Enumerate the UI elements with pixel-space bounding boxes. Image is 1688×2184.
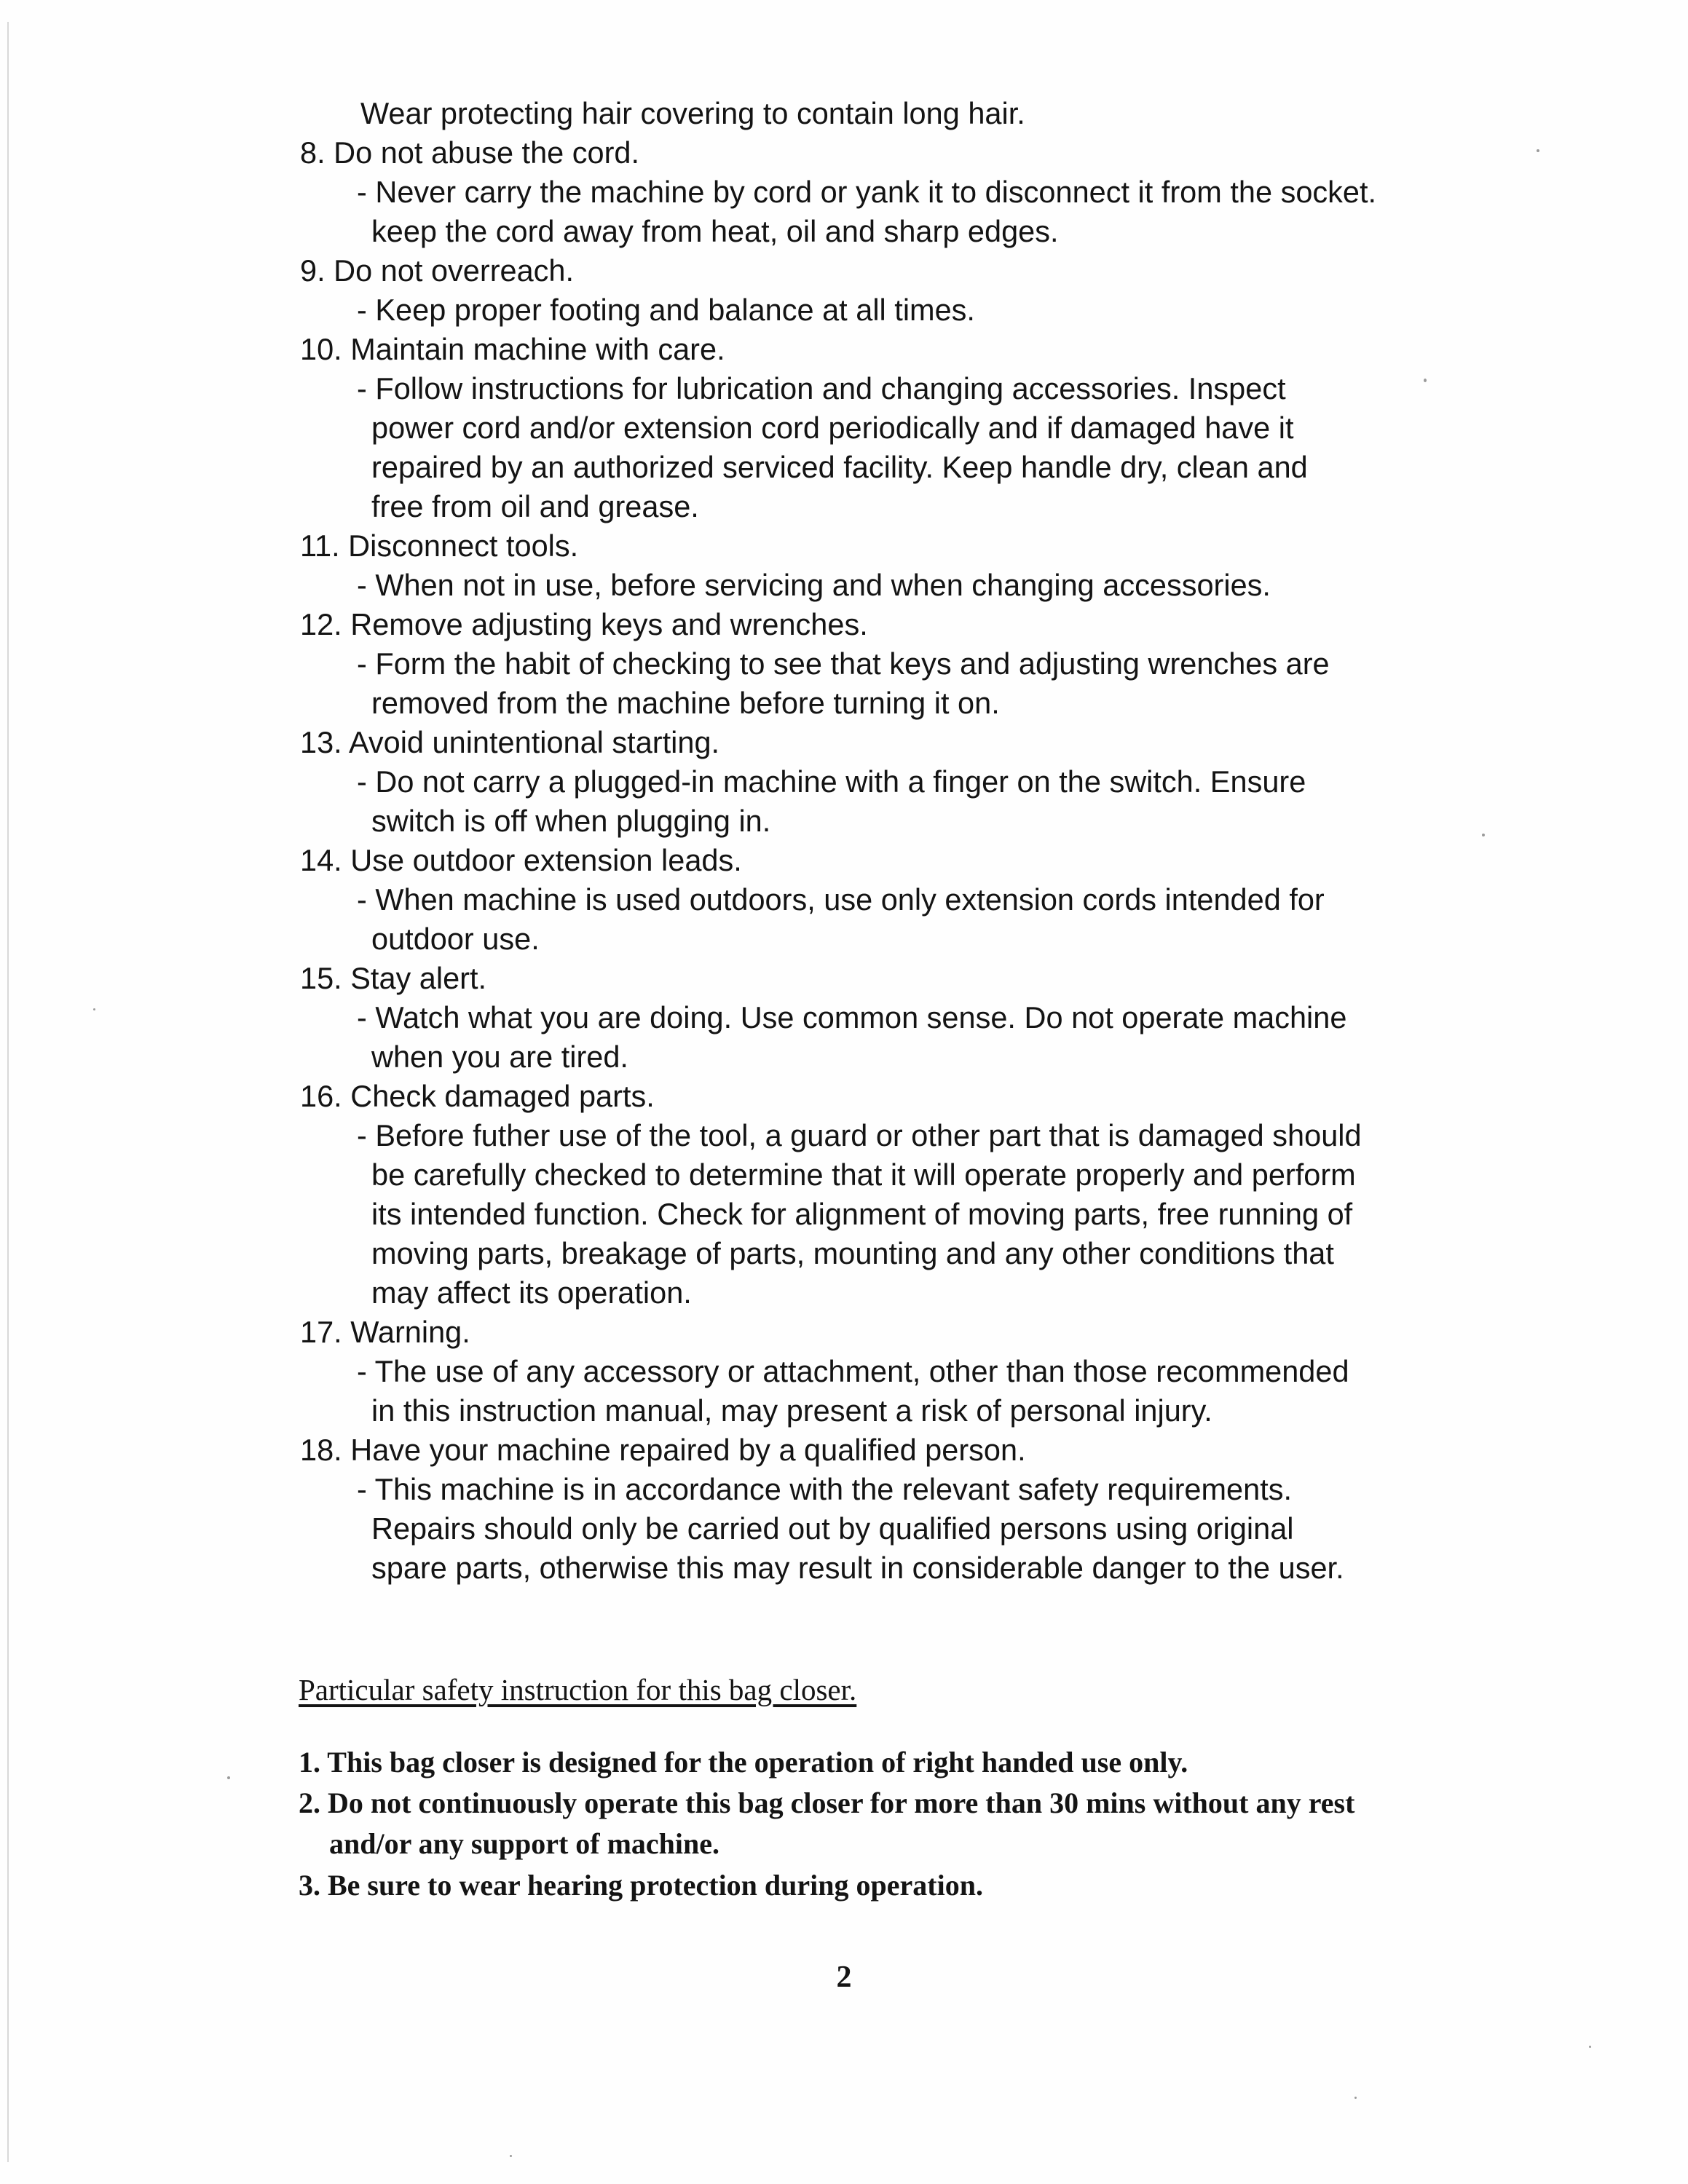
instruction-item: 2. Do not continuously operate this bag closer for more than 30 mins without any rest [299, 1787, 1355, 1819]
rule-detail: - The use of any accessory or attachment, other than those recommended [357, 1354, 1349, 1388]
page-number: 2 [836, 1961, 852, 1994]
rule-detail: switch is off when plugging in. [371, 804, 771, 838]
rule-detail: - When machine is used outdoors, use only extension cords intended for [357, 882, 1325, 917]
section-title: Particular safety instruction for this bag closer. [299, 1673, 857, 1706]
rule-heading: 8. Do not abuse the cord. [300, 135, 640, 170]
instruction-item-continued: and/or any support of machine. [329, 1827, 720, 1860]
rule-detail: spare parts, otherwise this may result in considerable danger to the user. [371, 1551, 1344, 1585]
rule-heading: 12. Remove adjusting keys and wrenches. [300, 607, 868, 641]
rule-detail: - Do not carry a plugged-in machine with a finger on the switch. Ensure [357, 764, 1306, 799]
rule-detail: when you are tired. [371, 1040, 628, 1074]
rule-detail: moving parts, breakage of parts, mounting and any other conditions that [371, 1236, 1334, 1270]
scan-speck [1424, 379, 1427, 382]
rule-detail: - Before futher use of the tool, a guard or other part that is damaged should [357, 1118, 1362, 1152]
rule-heading: 13. Avoid unintentional starting. [300, 725, 720, 759]
scan-speck [1482, 834, 1485, 836]
rule-heading: 17. Warning. [300, 1315, 470, 1349]
rule-detail: may affect its operation. [371, 1275, 692, 1310]
rule-heading: 10. Maintain machine with care. [300, 332, 725, 366]
rule-heading: 16. Check damaged parts. [300, 1079, 655, 1113]
rule-heading: 14. Use outdoor extension leads. [300, 843, 742, 877]
rule-detail: free from oil and grease. [371, 489, 699, 523]
rule-detail: - Form the habit of checking to see that keys and adjusting wrenches are [357, 646, 1330, 681]
rule-detail: be carefully checked to determine that it will operate properly and perform [371, 1158, 1356, 1192]
instruction-item: 1. This bag closer is designed for the operation of right handed use only. [299, 1746, 1188, 1779]
rule-heading: 11. Disconnect tools. [300, 529, 579, 563]
scan-speck [1537, 149, 1539, 152]
scan-edge [7, 22, 9, 2162]
rule-detail: - Keep proper footing and balance at all times. [357, 293, 975, 327]
scan-speck [510, 2155, 512, 2157]
rule-detail: outdoor use. [371, 922, 540, 956]
intro-line: Wear protecting hair covering to contain long hair. [360, 96, 1025, 130]
rule-heading: 18. Have your machine repaired by a qualified person. [300, 1433, 1026, 1467]
rule-detail: - Watch what you are doing. Use common sense. Do not operate machine [357, 1000, 1347, 1034]
instruction-item: 3. Be sure to wear hearing protection during operation. [299, 1869, 983, 1902]
rule-detail: removed from the machine before turning it on. [371, 686, 1000, 720]
rule-detail: repaired by an authorized serviced facility. Keep handle dry, clean and [371, 450, 1308, 484]
rule-heading: 15. Stay alert. [300, 961, 487, 995]
rule-detail: Repairs should only be carried out by qualified persons using original [371, 1511, 1294, 1546]
rule-detail: - This machine is in accordance with the relevant safety requirements. [357, 1472, 1293, 1506]
scan-speck [1589, 2046, 1591, 2048]
rule-detail: its intended function. Check for alignment of moving parts, free running of [371, 1197, 1353, 1231]
rule-detail: keep the cord away from heat, oil and sharp edges. [371, 214, 1059, 248]
rule-detail: - When not in use, before servicing and when changing accessories. [357, 568, 1271, 602]
scan-speck [227, 1776, 230, 1779]
scan-speck [1354, 2097, 1357, 2099]
rule-detail: - Follow instructions for lubrication and changing accessories. Inspect [357, 371, 1286, 405]
rule-heading: 9. Do not overreach. [300, 253, 575, 288]
rule-detail: - Never carry the machine by cord or yank it to disconnect it from the socket. [357, 175, 1377, 209]
rule-detail: in this instruction manual, may present a risk of personal injury. [371, 1393, 1212, 1428]
scan-speck [93, 1008, 95, 1010]
rule-detail: power cord and/or extension cord periodically and if damaged have it [371, 411, 1294, 445]
